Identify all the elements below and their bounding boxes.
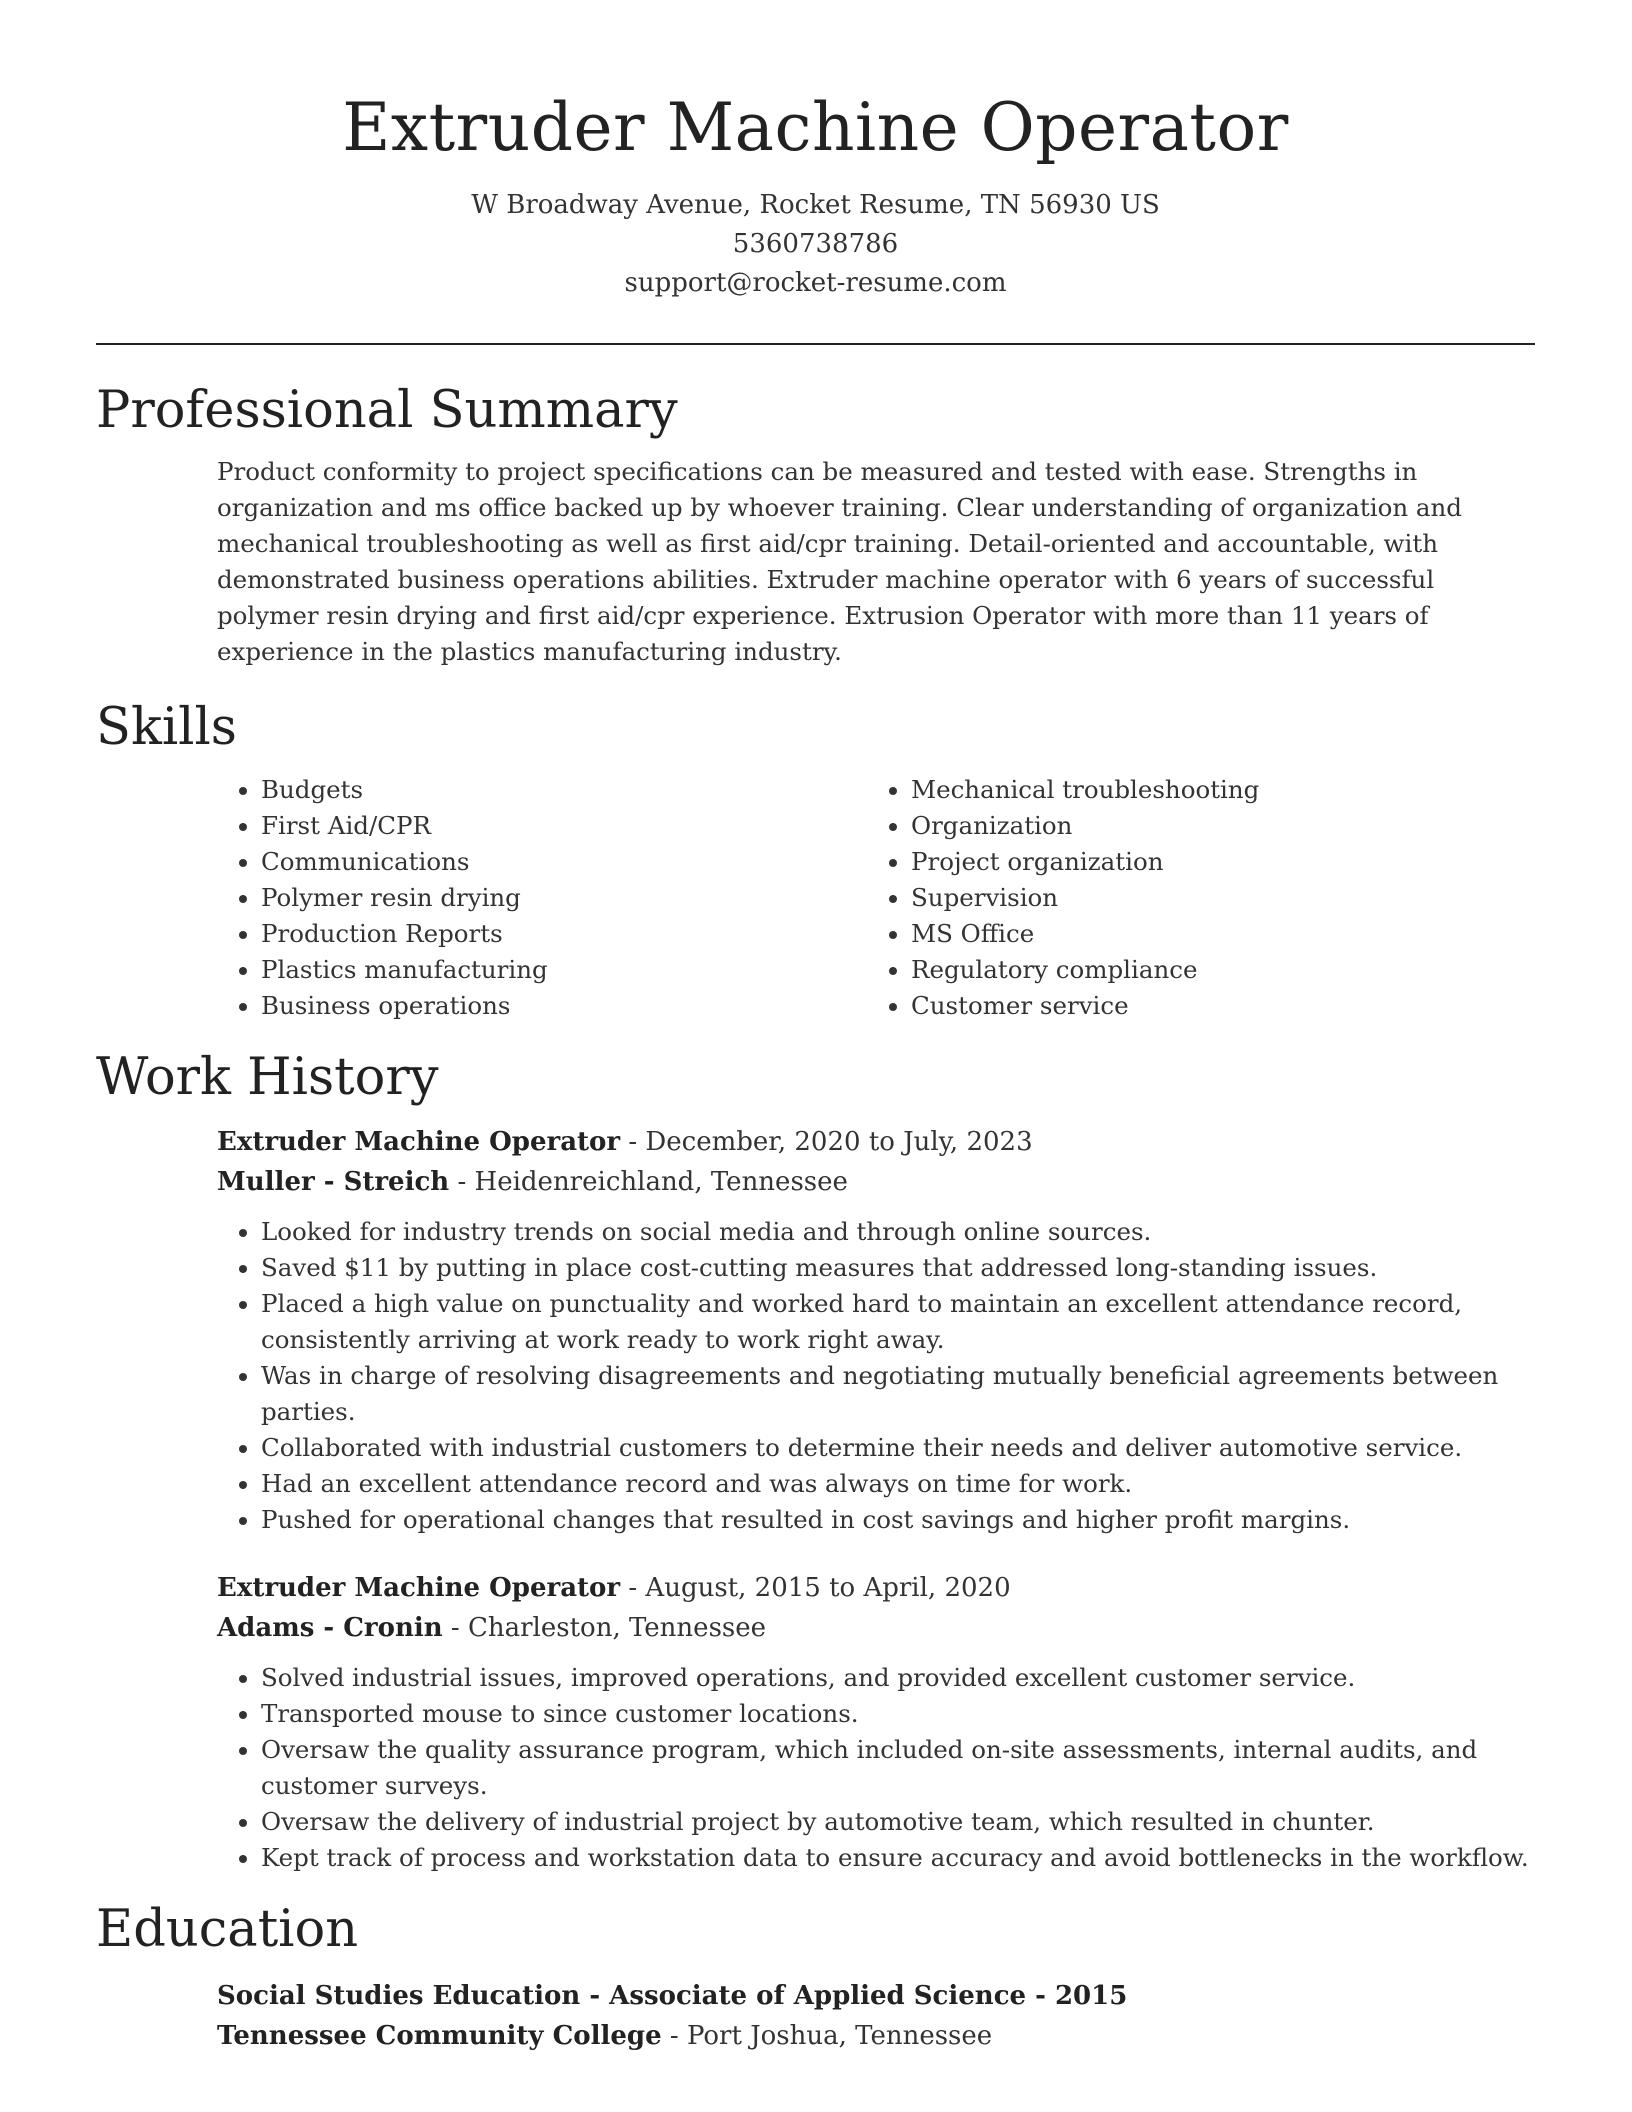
header-divider bbox=[96, 343, 1535, 345]
skill-item: • Supervision bbox=[911, 880, 1517, 916]
skills-title: Skills bbox=[96, 698, 237, 757]
education-section bbox=[96, 1898, 1535, 2056]
skill-item: • MS Office bbox=[911, 916, 1517, 952]
work-history-title: Work History bbox=[96, 1048, 439, 1107]
job-bullet: • Saved $11 by putting in place cost-cutting measures that addressed long-standing issues. bbox=[261, 1250, 1535, 1286]
education-school-line bbox=[217, 2016, 1535, 2056]
summary-body bbox=[217, 454, 1535, 670]
job-bullet: • Oversaw the quality assurance program, which included on-site assessments, internal audits, and customer surveys. bbox=[261, 1732, 1535, 1804]
job-bullet: • Kept track of process and workstation data to ensure accuracy and avoid bottlenecks in the workflow. bbox=[261, 1840, 1535, 1876]
education-degree: Social Studies Education - Associate of Applied Science - 2015 bbox=[217, 1981, 1128, 2011]
contact-email: support@rocket-resume.com bbox=[624, 268, 1007, 298]
skill-item: • Customer service bbox=[911, 988, 1517, 1024]
job-title-line bbox=[217, 1122, 1535, 1162]
job-bullet: • Solved industrial issues, improved operations, and provided excellent customer service. bbox=[261, 1660, 1535, 1696]
summary-title: Professional Summary bbox=[96, 381, 678, 440]
job-bullet: • Oversaw the delivery of industrial project by automotive team, which resulted in chunter. bbox=[261, 1804, 1535, 1840]
job-role: Extruder Machine Operator bbox=[217, 1127, 621, 1157]
candidate-name: Extruder Machine Operator bbox=[342, 89, 1289, 166]
job-location: - Heidenreichland, Tennessee bbox=[449, 1167, 848, 1197]
skill-item: • Budgets bbox=[261, 772, 867, 808]
skill-item: • Communications bbox=[261, 844, 867, 880]
education-degree-line bbox=[217, 1976, 1535, 2016]
job-bullet: • Transported mouse to since customer locations. bbox=[261, 1696, 1535, 1732]
skill-item: • Production Reports bbox=[261, 916, 867, 952]
summary-text: Product conformity to project specifications can be measured and tested with ease. Strengths in organization and ms office backed up by whoever training. Clear understanding of organization and mechanical troubleshooting as well as first aid/cpr training. Detail-oriented and accountable, with demonstrated business operations abilities. Extruder machine operator with 6 years of successful polymer resin drying and first aid/cpr experience. Extrusion Operator with more than 11 years of experience in the plastics manufacturing industry. bbox=[217, 457, 1462, 666]
contact-address: W Broadway Avenue, Rocket Resume, TN 56930 US bbox=[471, 190, 1160, 220]
job-bullet: • Had an excellent attendance record and was always on time for work. bbox=[261, 1466, 1535, 1502]
skill-item: • Business operations bbox=[261, 988, 867, 1024]
skill-item: • Plastics manufacturing bbox=[261, 952, 867, 988]
job-company: Muller - Streich bbox=[217, 1167, 450, 1197]
education-title: Education bbox=[96, 1900, 359, 1959]
job-title-line bbox=[217, 1568, 1535, 1608]
job-dates: - December, 2020 to July, 2023 bbox=[620, 1127, 1033, 1157]
skill-item: • Organization bbox=[911, 808, 1517, 844]
job-bullet: • Collaborated with industrial customers to determine their needs and deliver automotive service. bbox=[261, 1430, 1535, 1466]
job-bullets bbox=[217, 1660, 1535, 1876]
summary-section bbox=[96, 379, 1535, 670]
skill-item: • Project organization bbox=[911, 844, 1517, 880]
skill-item: • Polymer resin drying bbox=[261, 880, 867, 916]
job-bullet: • Was in charge of resolving disagreements and negotiating mutually beneficial agreements between parties. bbox=[261, 1358, 1535, 1430]
skills-grid bbox=[217, 772, 1535, 1024]
job-bullets bbox=[217, 1214, 1535, 1538]
job-bullet: • Looked for industry trends on social media and through online sources. bbox=[261, 1214, 1535, 1250]
skills-column-right bbox=[867, 772, 1517, 1024]
education-location: - Port Joshua, Tennessee bbox=[661, 2021, 993, 2051]
job-company-line bbox=[217, 1608, 1535, 1648]
contact-info bbox=[96, 186, 1535, 303]
education-entry bbox=[217, 1976, 1535, 2056]
skill-item: • Regulatory compliance bbox=[911, 952, 1517, 988]
job-role: Extruder Machine Operator bbox=[217, 1573, 621, 1603]
education-school: Tennessee Community College bbox=[217, 2021, 662, 2051]
skill-item: • Mechanical troubleshooting bbox=[911, 772, 1517, 808]
resume-header bbox=[96, 0, 1535, 303]
job-location: - Charleston, Tennessee bbox=[442, 1613, 767, 1643]
job-bullet: • Placed a high value on punctuality and worked hard to maintain an excellent attendance record, consistently arriving at work ready to work right away. bbox=[261, 1286, 1535, 1358]
job-company: Adams - Cronin bbox=[217, 1613, 443, 1643]
job-company-line bbox=[217, 1162, 1535, 1202]
skills-list-left bbox=[217, 772, 867, 1024]
job-entry bbox=[217, 1122, 1535, 1538]
job-entry bbox=[217, 1568, 1535, 1876]
skill-item: • First Aid/CPR bbox=[261, 808, 867, 844]
job-bullet: • Pushed for operational changes that resulted in cost savings and higher profit margins. bbox=[261, 1502, 1535, 1538]
job-dates: - August, 2015 to April, 2020 bbox=[620, 1573, 1011, 1603]
skills-list-right bbox=[867, 772, 1517, 1024]
skills-column-left bbox=[217, 772, 867, 1024]
work-history-section bbox=[96, 1046, 1535, 1876]
skills-section bbox=[96, 696, 1535, 1024]
contact-phone: 5360738786 bbox=[732, 229, 899, 259]
